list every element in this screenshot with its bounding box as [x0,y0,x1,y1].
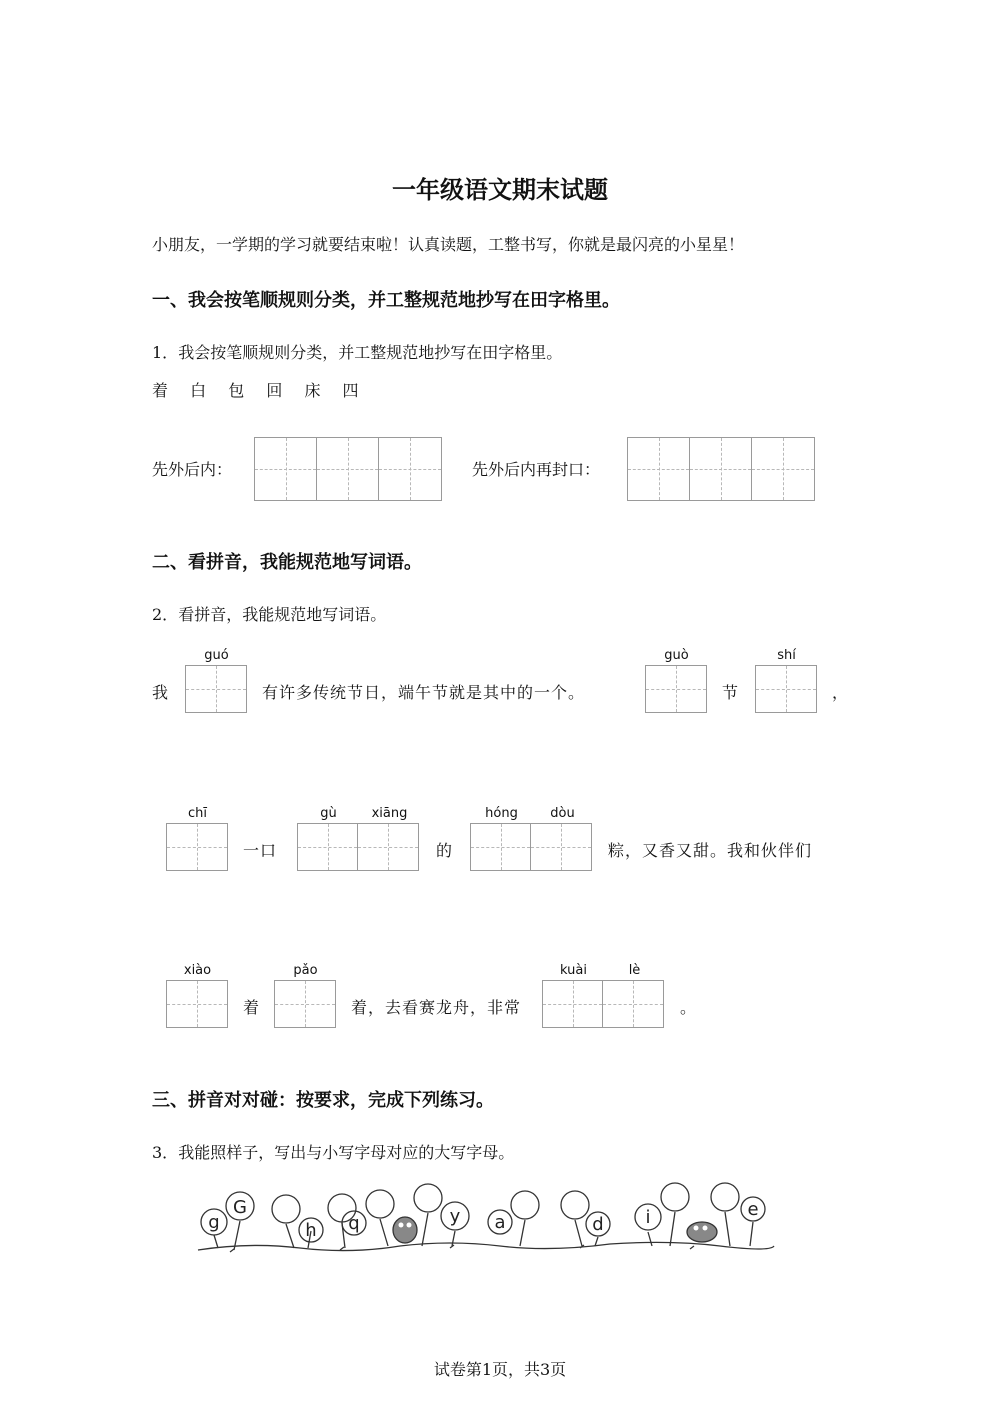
grid-cell[interactable] [379,438,441,500]
answer-grid-pao[interactable] [274,980,336,1028]
section1-heading: 一、我会按笔顺规则分类，并工整规范地抄写在田字格里。 [152,290,620,311]
pinyin-label: guò [664,648,689,663]
pinyin-label: lè [628,963,641,978]
pinyin-label: xiāng [371,806,408,821]
balloon-blank [711,1183,739,1211]
grid-cell[interactable] [543,981,603,1027]
balloon-letter: d [592,1214,604,1235]
animal-icon [393,1217,417,1243]
balloon-illustration [190,1170,790,1260]
char-item: 白 [190,381,207,400]
char-item: 四 [342,381,359,400]
intro-text: 小朋友，一学期的学习就要结束啦！认真读题，工整书写，你就是最闪亮的小星星！ [152,235,745,254]
balloon-blank [272,1195,300,1223]
pinyin-label: hóng [485,806,518,821]
grid-cell[interactable] [275,981,335,1027]
tianzige-grid-b[interactable] [627,437,815,501]
pinyin-label: chī [188,806,207,821]
grid-cell[interactable] [756,666,816,712]
balloon-letter: q [348,1213,360,1234]
grid-cell[interactable] [628,438,690,500]
answer-grid-guo[interactable] [185,665,247,713]
grid-cell[interactable] [603,981,663,1027]
balloon-blank [511,1191,539,1219]
answer-grid-guo2[interactable] [645,665,707,713]
balloon-blank [366,1190,394,1218]
pinyin-label: gù [320,806,337,821]
pinyin-label: shí [777,648,796,663]
balloon-letter: g [208,1212,220,1233]
answer-grid-shi[interactable] [755,665,817,713]
answer-grid-kuaile[interactable] [542,980,664,1028]
animal-icon [687,1222,717,1242]
balloon-blank [661,1183,689,1211]
ground-line [198,1242,774,1250]
question-1-text: 我会按笔顺规则分类，并工整规范地抄写在田字格里。 [178,343,563,362]
char-item: 床 [304,381,321,400]
grid-cell[interactable] [690,438,752,500]
sentence-text: ， [832,683,850,702]
sentence-text: 有许多传统节日，端午节就是其中的一个。 [262,683,586,702]
grid-cell[interactable] [317,438,379,500]
grid-cell[interactable] [531,824,591,870]
question-3-text: 我能照样子，写出与小写字母对应的大写字母。 [178,1143,515,1162]
balloon-letter: G [233,1197,247,1218]
pinyin-label: kuài [560,963,587,978]
tianzige-grid-a[interactable] [254,437,442,501]
section3-heading: 三、拼音对对碰：按要求，完成下列练习。 [152,1090,494,1111]
char-list [152,378,376,401]
grid-cell[interactable] [167,981,227,1027]
sentence-text: 我 [152,683,170,702]
sentence-text: 着 [243,998,261,1017]
question-2-text: 看拼音，我能规范地写词语。 [178,605,387,624]
sentence-text: 一口 [243,841,278,860]
balloon-letter: a [494,1212,506,1233]
answer-grid-hongdou[interactable] [470,823,592,871]
grid-cell[interactable] [471,824,531,870]
balloon-letter: h [305,1220,317,1241]
page-title: 一年级语文期末试题 [392,176,608,204]
sentence-text: 。 [680,998,698,1017]
section2-heading: 二、看拼音，我能规范地写词语。 [152,552,422,573]
question-1 [152,340,562,363]
label-outside-inside: 先外后内： [152,460,233,479]
grid-cell[interactable] [167,824,227,870]
char-item: 包 [228,381,245,400]
char-item: 着 [152,381,169,400]
grid-cell[interactable] [298,824,358,870]
grid-cell[interactable] [646,666,706,712]
char-item: 回 [266,381,283,400]
pinyin-label: dòu [550,806,575,821]
answer-grid-chi[interactable] [166,823,228,871]
question-2-number: 2． [152,605,179,624]
pinyin-label: xiào [183,963,212,978]
question-1-number: 1． [152,343,179,362]
sentence-text: 着，去看赛龙舟，非常 [351,998,522,1017]
balloon-blank [414,1184,442,1212]
grid-cell[interactable] [186,666,246,712]
sentence-text: 节 [722,683,740,702]
label-outside-inside-close: 先外后内再封口： [472,460,601,479]
sentence-text: 的 [436,841,454,860]
balloon-letter: i [645,1207,651,1228]
balloon-letter: y [449,1206,461,1227]
page-footer: 试卷第1页，共3页 [433,1360,567,1379]
pinyin-label: pǎo [293,963,318,978]
question-3-number: 3． [152,1143,179,1162]
grid-cell[interactable] [358,824,418,870]
balloon-blank [561,1191,589,1219]
grid-cell[interactable] [752,438,814,500]
sentence-text: 粽，又香又甜。我和伙伴们 [608,841,813,860]
pinyin-label: guó [204,648,229,663]
grid-cell[interactable] [255,438,317,500]
answer-grid-xiao[interactable] [166,980,228,1028]
balloon-letter: e [747,1199,759,1220]
answer-grid-guxiang[interactable] [297,823,419,871]
question-3 [152,1140,514,1163]
question-2 [152,602,386,625]
